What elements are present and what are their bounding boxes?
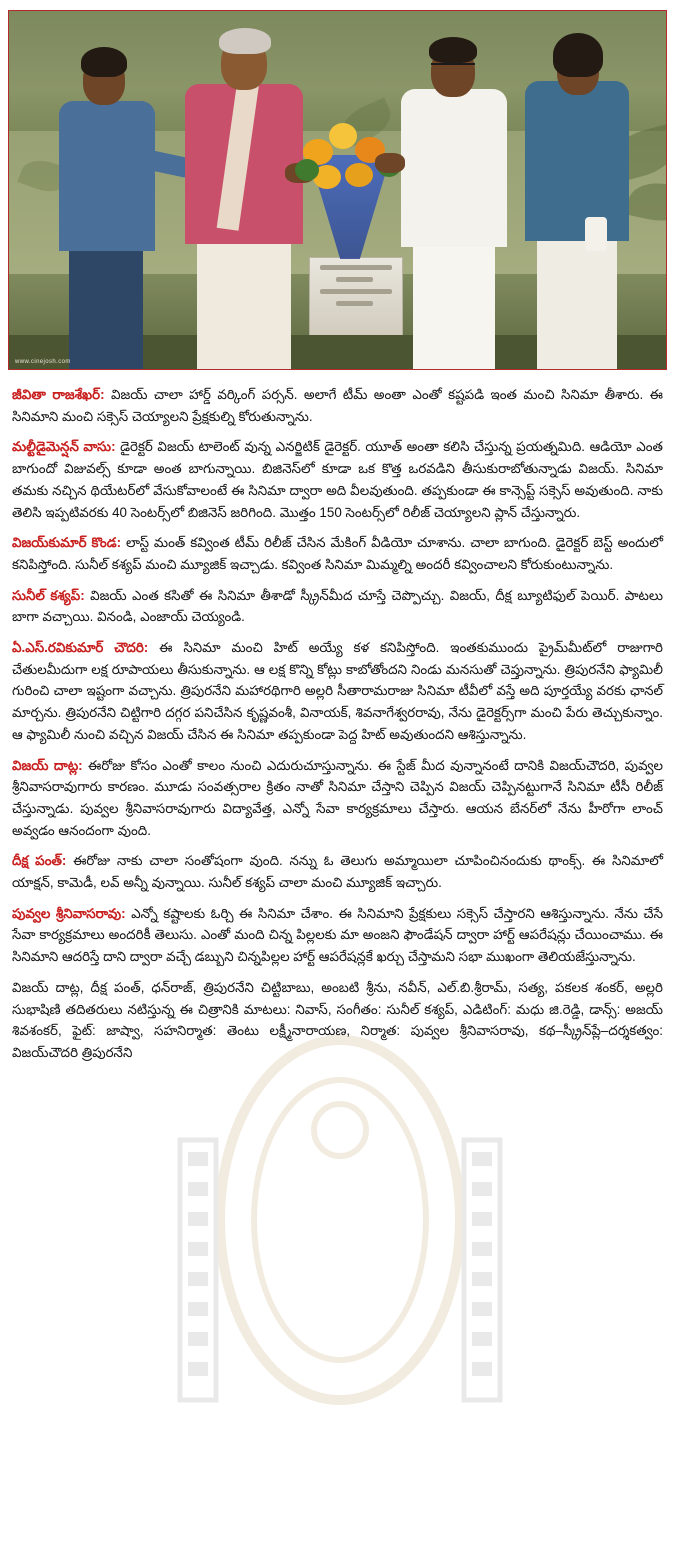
- poster-text-line: [320, 265, 392, 270]
- article-body: [8, 370, 667, 1064]
- speaker-name: దీక్ష పంత్:: [12, 853, 67, 869]
- quote-paragraph: [12, 637, 663, 746]
- quote-paragraph: [12, 903, 663, 968]
- hair: [429, 37, 477, 63]
- white-dhoti: [537, 235, 617, 369]
- man-in-blue-checked-shirt: [45, 39, 165, 369]
- film-credits: విజయ్ దాట్ల, దీక్ష పంత్, ధన్‌రాజ్, త్రిపురనేని చిట్టిబాబు, అంబటి శ్రీను, నవీన్, ఎల్.బి.శ్రీరామ్, సత్య, పకలక శంకర్, అల్లరి సుభాషిణి తదితరులు నటిస్తున్న ఈ చిత్రానికి మాటలు: నివాస్, సంగీతం: సునీల్ కశ్యప్, ఎడిటింగ్: మధు జి.రెడ్డి, డాన్స్: అజయ్ శివశంకర్, ఫైట్: జాష్వా, సహనిర్మాత: తెంటు లక్ష్మీనారాయణ, నిర్మాత: పువ్వల శ్రీనివాసరావు, కథ–స్క్రీన్‌ప్లే–దర్శకత్వం: విజయ్‌చౌదరి త్రిపురనేని: [12, 979, 663, 1060]
- grey-hair: [219, 28, 271, 54]
- flower: [345, 163, 373, 187]
- quote-text: ఎన్నో కష్టాలకు ఓర్చి ఈ సినిమా చేశాం. ఈ సినిమాని ప్రేక్షకులు సక్సెస్ చేస్తారని ఆశిస్తున్నాను. నేను చేసే సేవా కార్యక్రమాలు అందరికీ తెలుసు. ఎంతో మంది చిన్న పిల్లలకు మా అంజని ఫౌండేషన్ ద్వారా హార్ట్ ఆపరేషన్లు చేయించాము. ఈ సినిమాని ఆదరిస్తే దాని ద్వారా వచ్చే డబ్బుని చిన్నపిల్లల హార్ట్ ఆపరేషన్లకే ఖర్చు చేస్తామని సభా ముఖంగా తెలియజేస్తున్నాను.: [12, 905, 663, 965]
- poster-text-line: [336, 277, 373, 282]
- held-paper: [585, 217, 607, 251]
- hand: [375, 153, 405, 173]
- quote-text: ఈ సినిమా మంచి హిట్ అయ్యే కళ కనిపిస్తోంది. ఇంతకుముందు ప్రైమ్‌మీట్‌లో రాజుగారి చేతులమీదుగా లక్ష రూపాయలు తీసుకున్నాను. ఆ లక్ష కొన్ని కోట్లు కాబోతోందని నిండు మనసుతో చెప్తున్నాను. త్రిపురనేని ఫ్యామిలీ గురించి చాలా ఇష్టంగా వచ్చాను. త్రిపురనేని మహారథిగారి అల్లరి సీతారామరాజు సినిమా టీవీలో వస్తే అది పూర్తయ్యే వరకు ఛానల్ మార్చను. త్రిపురనేని చిట్టిగారి దగ్గర పనిచేసిన కృష్ణవంశీ, వినాయక్, శివనాగేశ్వరరావు, నేను డైరెక్టర్స్‌గా మంచి పేరు తెచ్చుకున్నాం. ఆ ఫ్యామిలీ నుంచి వచ్చిన విజయ్ చేసిన ఈ సినిమా తప్పకుండా పెద్ద హిట్ అవుతుందని ఆశిస్తున్నాను.: [12, 640, 663, 742]
- quote-text: డైరెక్టర్ విజయ్ టాలెంట్ వున్న ఎనర్జిటిక్ డైరెక్టర్. యూత్ అంతా కలిసి చేస్తున్న ప్రయత్నమిది. ఆడియో ఎంత బాగుందో విజువల్స్ కూడా అంత బాగున్నాయి. బిజినెస్‌లో కూడా ఒక కొత్త ఒరవడిని తీసుకురాబోతున్నాడు విజయ్. సినిమా తమకు నచ్చిన థియేటర్‌లో వేసుకోవాలంటే ఈ సినిమా ద్వారా అది వీలవుతుంది. తప్పకుండా ఈ కాన్సెప్ట్ సక్సెస్ అవుతుంది. నాకు తెలిసి ఇప్పటివరకు 40 సెంటర్స్‌లో బిజినెస్ జరిగింది. మొత్తం 150 సెంటర్స్‌లో రిలీజ్ చెయ్యాలని ప్లాన్ చేస్తున్నారు.: [12, 439, 663, 520]
- poster-text-line: [320, 289, 392, 294]
- white-dhoti: [197, 237, 291, 369]
- man-in-white-shirt-with-glasses: [389, 31, 519, 369]
- white-trousers: [413, 241, 495, 369]
- white-shirt: [401, 89, 507, 247]
- quote-paragraph: [12, 755, 663, 842]
- poster-text-line: [336, 301, 373, 306]
- eyeglasses: [431, 63, 475, 73]
- speaker-name: విజయ్‌కుమార్ కొండ:: [12, 535, 122, 551]
- hair: [81, 47, 127, 77]
- speaker-name: పువ్వల శ్రీనివాసరావు:: [12, 905, 126, 921]
- event-photo-image: [9, 11, 666, 369]
- event-photo: [8, 10, 667, 370]
- speaker-name: మల్టీడైమెన్షన్ వాసు:: [12, 439, 116, 455]
- man-in-blue-kurta: [509, 29, 641, 369]
- quote-paragraph: [12, 585, 663, 628]
- quote-paragraph: [12, 384, 663, 427]
- checked-shirt: [59, 101, 155, 251]
- photo-watermark: www.cinejosh.com: [15, 359, 71, 365]
- quote-text: లాస్ట్ మంత్ కవ్వింత టీమ్ రిలీజ్ చేసిన మేకింగ్ వీడియో చూశాను. చాలా బాగుంది. డైరెక్టర్ బెస్ట్ అందులో కనిపిస్తోంది. సునీల్ కశ్యప్ మంచి మ్యూజిక్ ఇచ్చాడు. కవ్వింత సినిమా మిమ్మల్ని అందరీ కవ్వించాలని కోరుకుంటున్నాను.: [12, 535, 664, 572]
- quote-paragraph: [12, 532, 663, 575]
- blue-kurta: [525, 81, 629, 241]
- long-hair: [553, 33, 603, 77]
- speaker-name: జీవితా రాజశేఖర్:: [12, 387, 105, 402]
- speaker-name: విజయ్ దాట్ల:: [12, 757, 83, 773]
- quote-paragraph: [12, 436, 663, 523]
- quote-text: ఈరోజు నాకు చాలా సంతోషంగా వుంది. నన్ను ఓ తెలుగు అమ్మాయిలా చూపించినందుకు థాంక్స్. ఈ సినిమాలో యాక్షన్, కామెడీ, లవ్ అన్నీ వున్నాయి. సునీల్ కశ్యప్ చాలా మంచి మ్యూజిక్ ఇచ్చారు.: [12, 853, 663, 891]
- quote-text: విజయ్ ఎంత కసితో ఈ సినిమా తీశాడో స్క్రీన్‌మీద చూస్తే చెప్పొచ్చు. విజయ్, దీక్ష బ్యూటిఫుల్ పెయిర్. పాటలు బాగా వచ్చాయి. వినండి, ఎంజాయ్ చెయ్యండి.: [12, 587, 663, 625]
- quote-text: విజయ్ చాలా హార్డ్ వర్కింగ్ పర్సన్. అలాగే టీమ్ అంతా ఎంతో కష్టపడి ఇంత మంచి సినిమా తీశారు. ఈ సినిమాని మంచి సక్సెస్ చెయ్యాలని ప్రేక్షకుల్ని కోరుతున్నాను.: [12, 387, 663, 424]
- speaker-name: సునీల్ కశ్యప్:: [12, 587, 85, 603]
- quote-text: ఈరోజు కోసం ఎంతో కాలం నుంచి ఎదురుచూస్తున్నాను. ఈ స్టేజ్ మీద వున్నానంటే దానికి విజయ్‌చౌదరి, పువ్వల శ్రీనివాసరావుగారు కారణం. మూడు సంవత్సరాల క్రితం నాతో సినిమా చేస్తాని చెప్పిన విజయ్ చెప్పినట్టుగానే సినిమా టీసీ రిలీజ్ చేస్తున్నాడు. పువ్వల శ్రీనివాసరావుగారు విద్యావేత్త, ఎన్నో సేవా కార్యక్రమాలు చేస్తారు. ఆయన బేనర్‌లో నేను హీరోగా లాంచ్ అవ్వడం ఆనందంగా వుంది.: [12, 757, 663, 838]
- quote-paragraph: [12, 850, 663, 893]
- flower: [329, 123, 357, 149]
- foliage: [295, 159, 319, 181]
- blue-jeans: [69, 241, 143, 369]
- speaker-name: ఏ.ఎస్.రవికుమార్ చౌదరి:: [12, 640, 149, 656]
